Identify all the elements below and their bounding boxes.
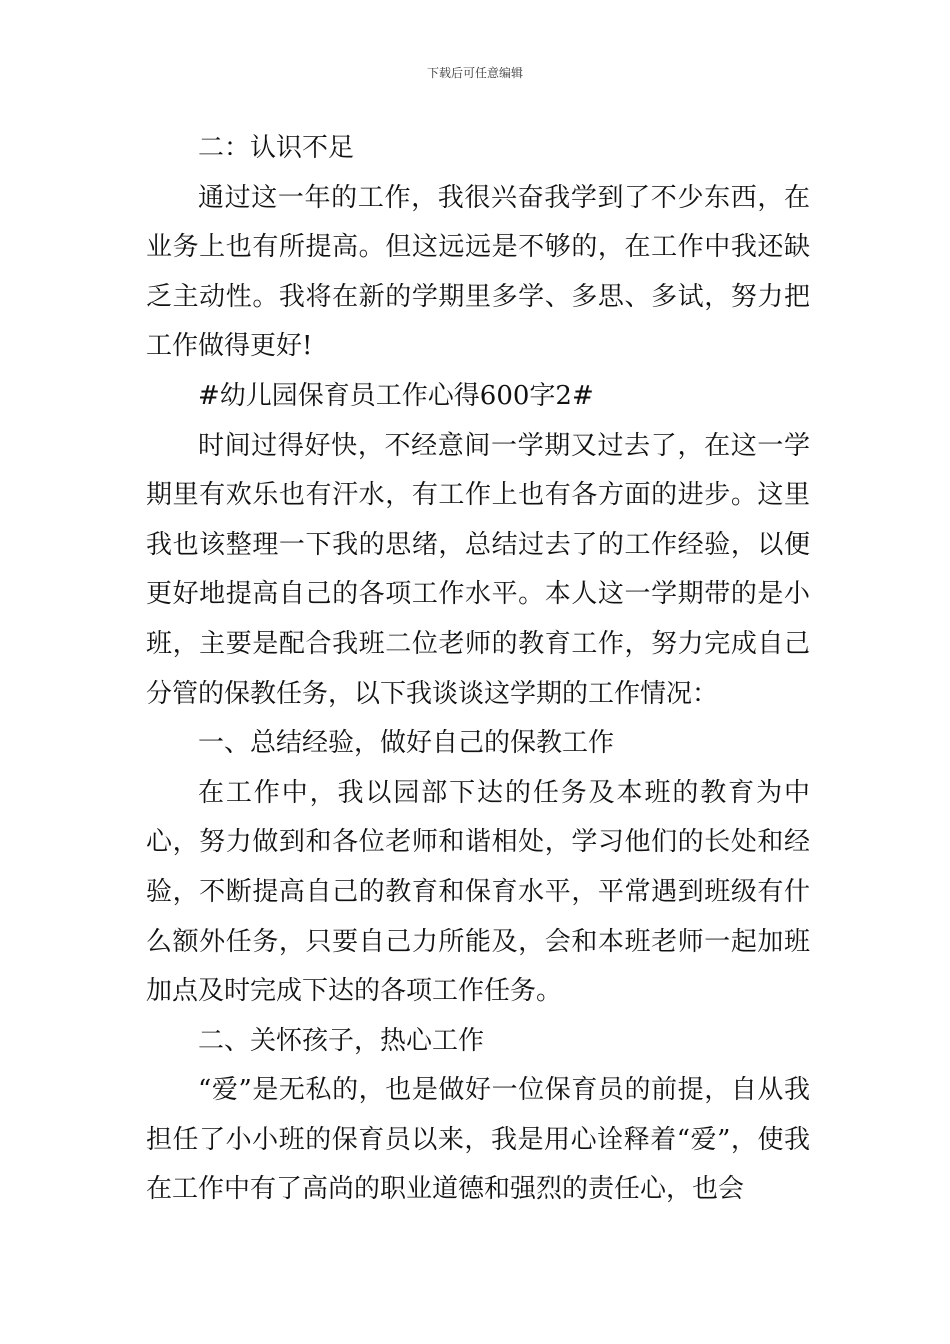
paragraph-work: 在工作中，我以园部下达的任务及本班的教育为中心，努力做到和各位老师和谐相处，学习他们的长处和经验，不断提高自己的教育和保育水平，平常遇到班级有什么额外任务，只要自己力所能及，会和本班老师一起加班加点及时完成下达的各项工作任务。 [146,777,810,1007]
paragraph-love: “爱”是无私的，也是做好一位保育员的前提，自从我担任了小小班的保育员以来，我是用心诠释着“爱”，使我在工作中有了高尚的职业道德和强烈的责任心，也会 [146,1075,810,1205]
paragraph-intro: 时间过得好快，不经意间一学期又过去了，在这一学期里有欢乐也有汗水，有工作上也有各方面的进步。这里我也该整理一下我的思绪，总结过去了的工作经验，以便更好地提高自己的各项工作水平。本人这一学期带的是小班，主要是配合我班二位老师的教育工作，努力完成自己分管的保教任务，以下我谈谈这学期的工作情况： [146,430,810,709]
document-body [146,124,810,1215]
section-heading-summary: 一、总结经验，做好自己的保教工作 [198,728,615,759]
article-title: #幼儿园保育员工作心得600字2# [198,380,594,411]
section-heading-care: 二、关怀孩子，热心工作 [198,1025,485,1056]
page-header-note: 下载后可任意编辑 [426,66,523,80]
section-heading-insufficiency: 二：认识不足 [198,133,355,163]
paragraph-reflection: 通过这一年的工作，我很兴奋我学到了不少东西，在业务上也有所提高。但这远远是不够的，在工作中我还缺乏主动性。我将在新的学期里多学、多思、多试，努力把工作做得更好! [146,182,810,362]
